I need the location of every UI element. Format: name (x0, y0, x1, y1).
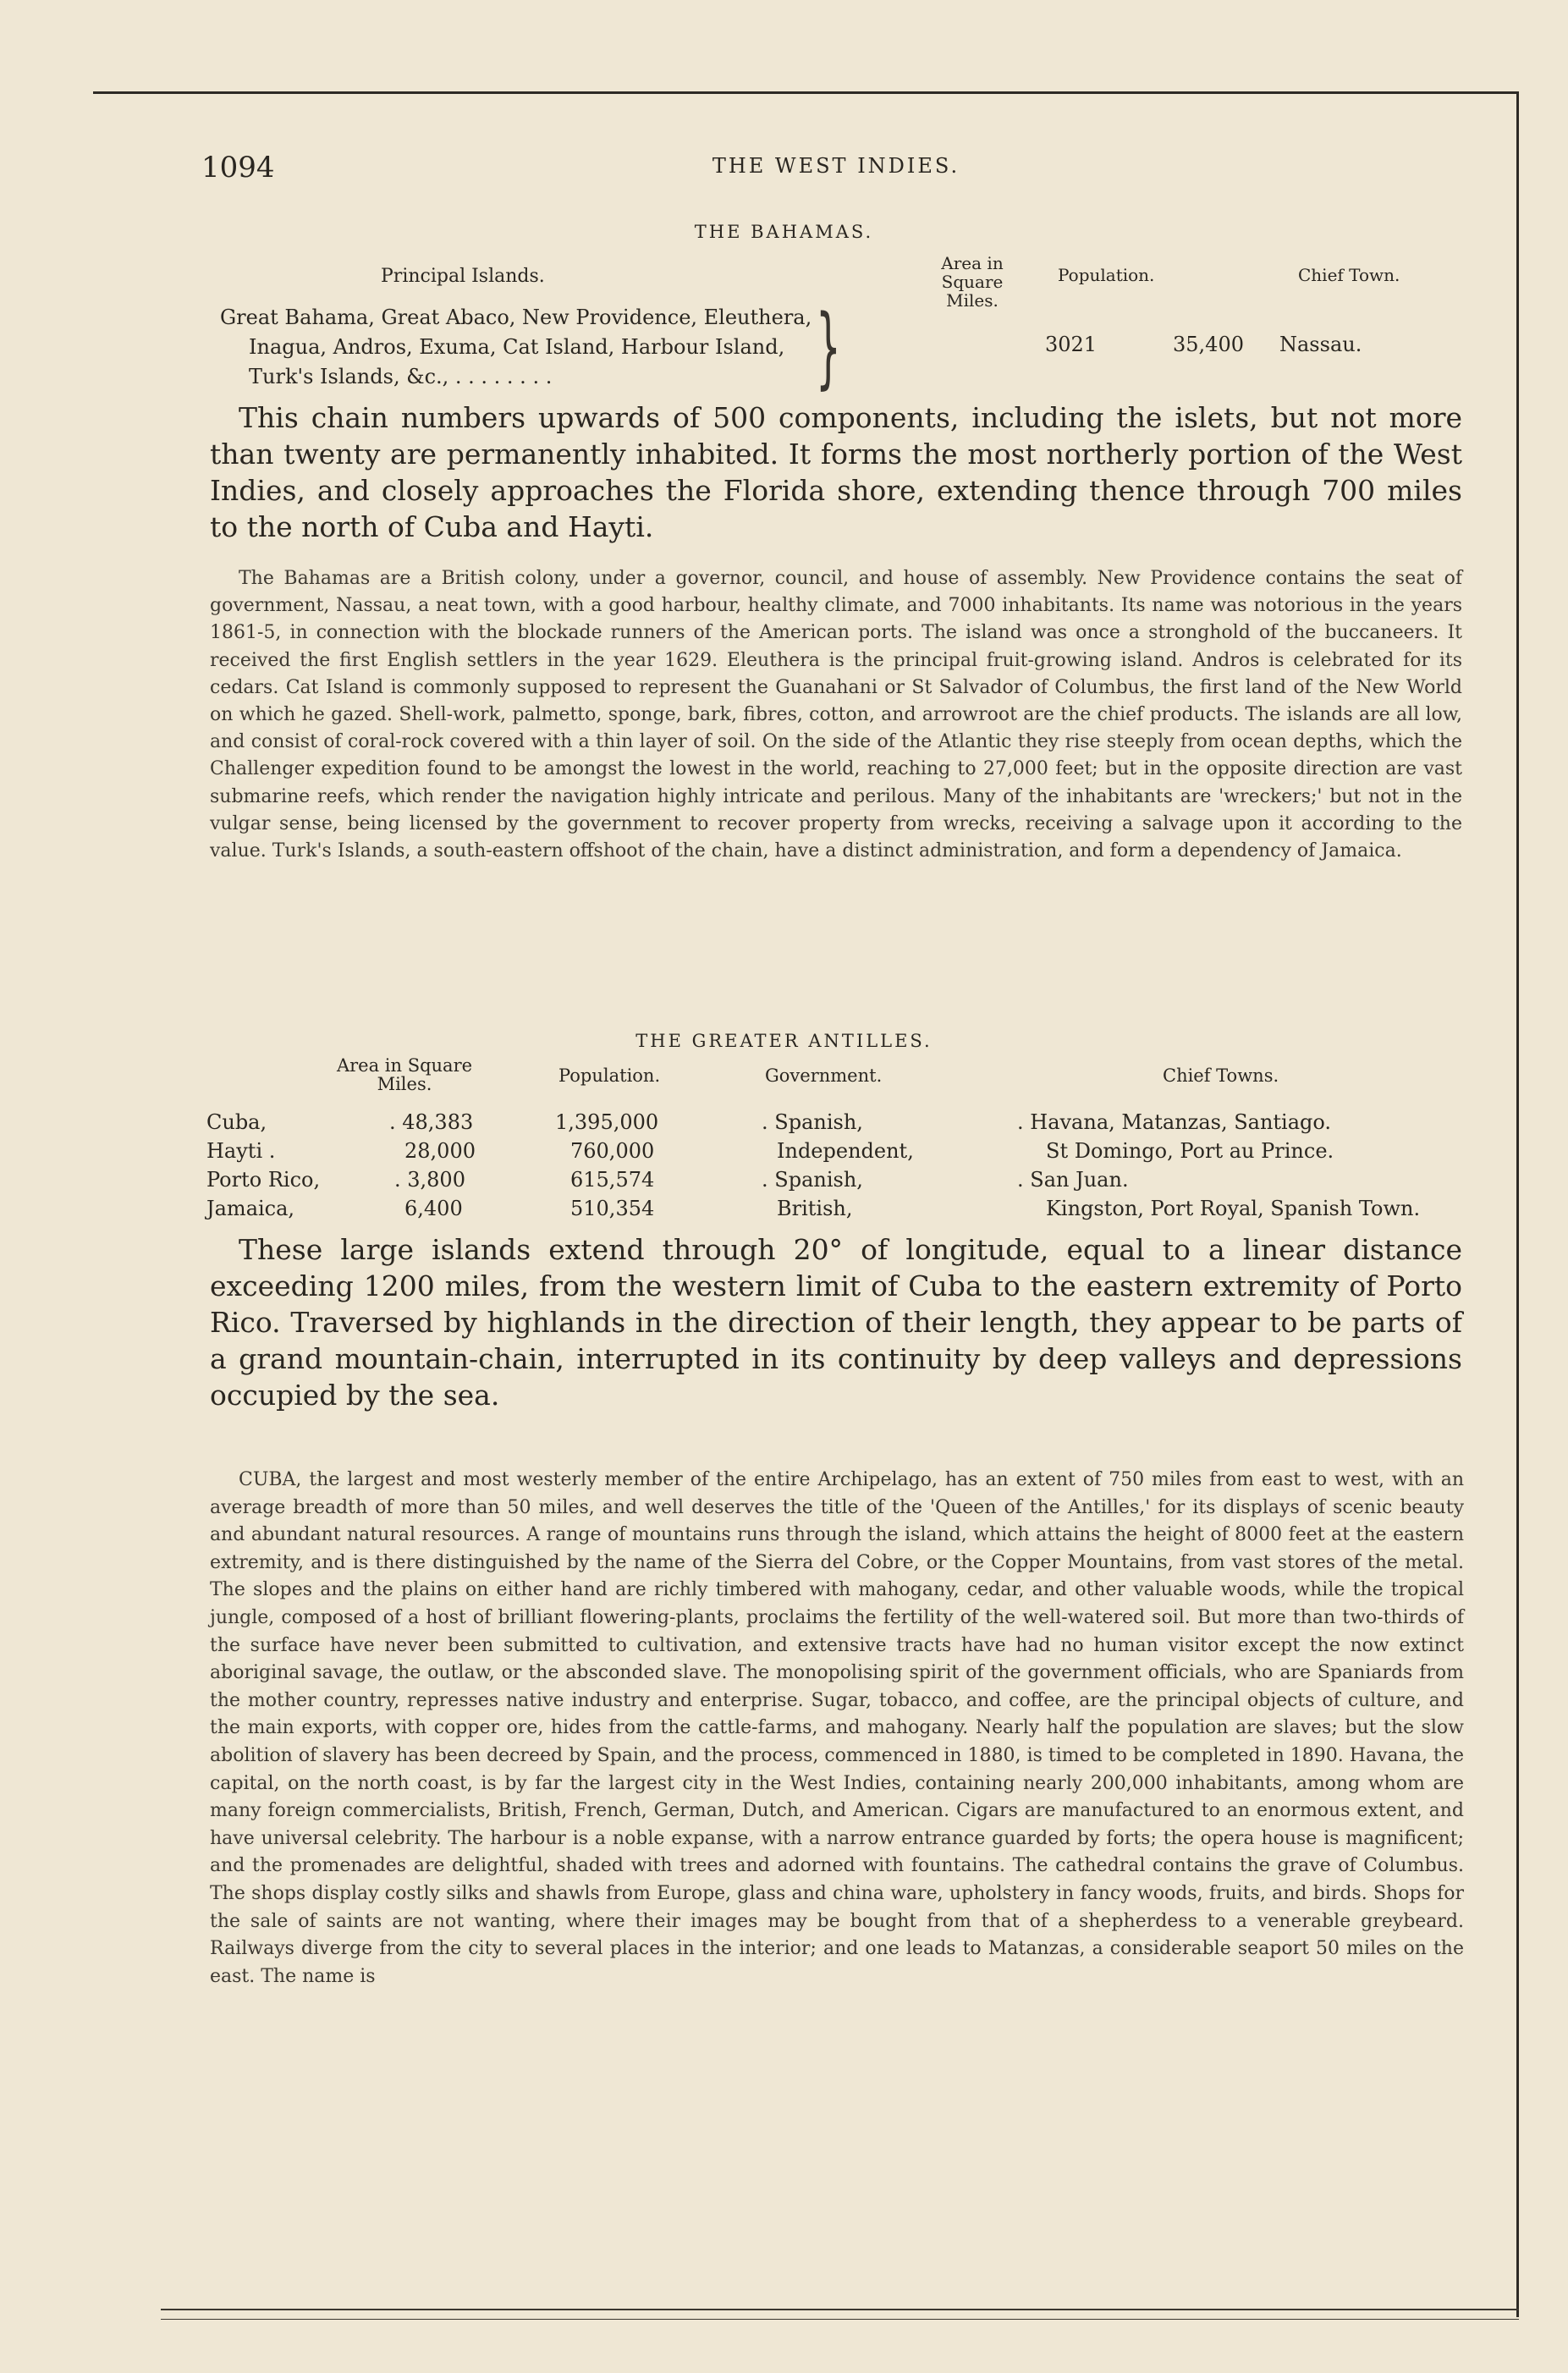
island-population: 1,395,000 (555, 1110, 659, 1134)
island-name: Porto Rico, (206, 1168, 321, 1192)
bahamas-islands-line: Inagua, Andros, Exuma, Cat Island, Harbour Island, (249, 335, 785, 359)
bahamas-paragraph (210, 399, 1462, 545)
island-name: Cuba, (206, 1110, 267, 1134)
page-number: 1094 (201, 151, 275, 184)
island-area: . 3,800 (394, 1168, 465, 1192)
bahamas-header-area: Area in Square Miles. (941, 253, 1004, 311)
bahamas-detail-text: The Bahamas are a British colony, under a governor, council, and house of assembly. New Providence contains the seat of government, Nassau, a neat town, with a good harbour, healthy climate, and 7000 inhabitants. Its name was notorious in the years 1861-5, in connection with the blockade runners of the American ports. The island was once a stronghold of the buccaneers. It received the first English settlers in the year 1629. Eleuthera is the principal fruit-growing island. Andros is celebrated for its cedars. Cat Island is commonly supposed to represent the Guanahani or St Salvador of Columbus, the first land of the New World on which he gazed. Shell-work, palmetto, sponge, bark, fibres, cotton, and arrowroot are the chief products. The islands are all low, and consist of coral-rock covered with a thin layer of soil. On the side of the Atlantic they rise steeply from ocean depths, which the Challenger expedition found to be amongst the lowest in the world, reaching to 27,000 feet; but in the opposite direction are vast submarine reefs, which render the navigation highly intricate and perilous. Many of the inhabitants are 'wreckers;' but not in the vulgar sense, being licensed by the government to recover property from wrecks, receiving a salvage upon it according to the value. Turk's Islands, a south-eastern offshoot of the chain, have a distinct administration, and form a dependency of Jamaica. (210, 568, 1462, 862)
island-government: . Spanish, (762, 1110, 863, 1134)
bahamas-detail (210, 565, 1462, 865)
bahamas-header-population: Population. (1058, 265, 1155, 285)
brace-glyph: } (816, 295, 841, 399)
antilles-header-chief-towns: Chief Towns. (1163, 1065, 1279, 1086)
bahamas-islands-line: Turk's Islands, &c., . . . . . . . . (249, 365, 553, 388)
island-towns: . Havana, Matanzas, Santiago. (1017, 1110, 1332, 1134)
frame-rule-bottom-thin (161, 2319, 1519, 2320)
island-government: . Spanish, (762, 1168, 863, 1192)
bahamas-population: 35,400 (1173, 333, 1244, 356)
cuba-paragraph (210, 1467, 1464, 1990)
island-name: Jamaica, (206, 1197, 295, 1220)
antilles-header-population: Population. (558, 1065, 661, 1086)
table-row (203, 1110, 1472, 1139)
page-header (201, 151, 1471, 184)
island-towns: . San Juan. (1017, 1168, 1129, 1192)
frame-rule-top (93, 91, 1519, 94)
bahamas-chief-town: Nassau. (1279, 333, 1362, 356)
table-row (203, 1168, 1472, 1197)
frame-rule-bottom (161, 2309, 1519, 2310)
table-row (203, 1139, 1472, 1168)
antilles-title: THE GREATER ANTILLES. (635, 1031, 933, 1051)
island-government: British, (777, 1197, 853, 1220)
bahamas-header-chief-town: Chief Town. (1298, 265, 1400, 285)
antilles-paragraph (210, 1231, 1462, 1413)
bahamas-header-islands: Principal Islands. (381, 266, 545, 287)
island-towns: St Domingo, Port au Prince. (1046, 1139, 1334, 1163)
island-area: . 48,383 (389, 1110, 474, 1134)
bahamas-islands-line: Great Bahama, Great Abaco, New Providence, Eleuthera, (220, 306, 812, 329)
frame-rule-right (1516, 91, 1519, 2317)
table-row (203, 1197, 1472, 1225)
bahamas-islands (220, 303, 812, 392)
island-area: 28,000 (404, 1139, 476, 1163)
bahamas-paragraph-text: This chain numbers upwards of 500 components, including the islets, but not more than twenty are permanently inhabited. It forms the most northerly portion of the West Indies, and closely approaches the Florida shore, extending thence through 700 miles to the north of Cuba and Hayti. (210, 401, 1462, 543)
running-head: THE WEST INDIES. (712, 154, 960, 178)
island-population: 510,354 (570, 1197, 655, 1220)
antilles-header-government: Government. (765, 1065, 883, 1086)
antilles-paragraph-text: These large islands extend through 20° of longitude, equal to a linear distance exceeding 1200 miles, from the western limit of Cuba to the eastern extremity of Porto Rico. Traversed by highlands in the direction of their length, they appear to be parts of a grand mountain-chain, interrupted in its continuity by deep valleys and depressions occupied by the sea. (210, 1233, 1462, 1412)
island-area: 6,400 (404, 1197, 463, 1220)
island-name: Hayti . (206, 1139, 276, 1163)
antilles-header-area: Area in Square Miles. (336, 1055, 473, 1094)
island-population: 615,574 (570, 1168, 655, 1192)
bahamas-area: 3021 (1045, 333, 1098, 356)
island-towns: Kingston, Port Royal, Spanish Town. (1046, 1197, 1421, 1220)
island-government: Independent, (777, 1139, 914, 1163)
cuba-paragraph-text: CUBA, the largest and most westerly member of the entire Archipelago, has an extent of 750 miles from east to west, with an average breadth of more than 50 miles, and well deserves the title of the 'Queen of the Antilles,' for its displays of scenic beauty and abundant natural resources. A range of mountains runs through the island, which attains the height of 8000 feet at the eastern extremity, and is there distinguished by the name of the Sierra del Cobre, or the Copper Mountains, from vast stores of the metal. The slopes and the plains on either hand are richly timbered with mahogany, cedar, and other valuable woods, while the tropical jungle, composed of a host of brilliant flowering-plants, proclaims the fertility of the well-watered soil. But more than two-thirds of the surface have never been submitted to cultivation, and extensive tracts have had no human visitor except the now extinct aboriginal savage, the outlaw, or the absconded slave. The monopolising spirit of the government officials, who are Spaniards from the mother country, represses native industry and enterprise. Sugar, tobacco, and coffee, are the principal objects of culture, and the main exports, with copper ore, hides from the cattle-farms, and mahogany. Nearly half the population are slaves; but the slow abolition of slavery has been decreed by Spain, and the process, commenced in 1880, is timed to be completed in 1890. Havana, the capital, on the north coast, is by far the largest city in the West Indies, containing nearly 200,000 inhabitants, among whom are many foreign commercialists, British, French, German, Dutch, and American. Cigars are manufactured to an enormous extent, and have universal celebrity. The harbour is a noble expanse, with a narrow entrance guarded by forts; the opera house is magnificent; and the promenades are delightful, shaded with trees and adorned with fountains. The cathedral contains the grave of Columbus. The shops display costly silks and shawls from Europe, glass and china ware, upholstery in fancy woods, fruits, and birds. Shops for the sale of saints are not wanting, where their images may be bought from that of a shepherdess to a venerable greybeard. Railways diverge from the city to several places in the interior; and one leads to Matanzas, a considerable seaport 50 miles on the east. The name is (210, 1469, 1464, 1987)
island-population: 760,000 (570, 1139, 655, 1163)
bahamas-title: THE BAHAMAS. (694, 222, 874, 242)
